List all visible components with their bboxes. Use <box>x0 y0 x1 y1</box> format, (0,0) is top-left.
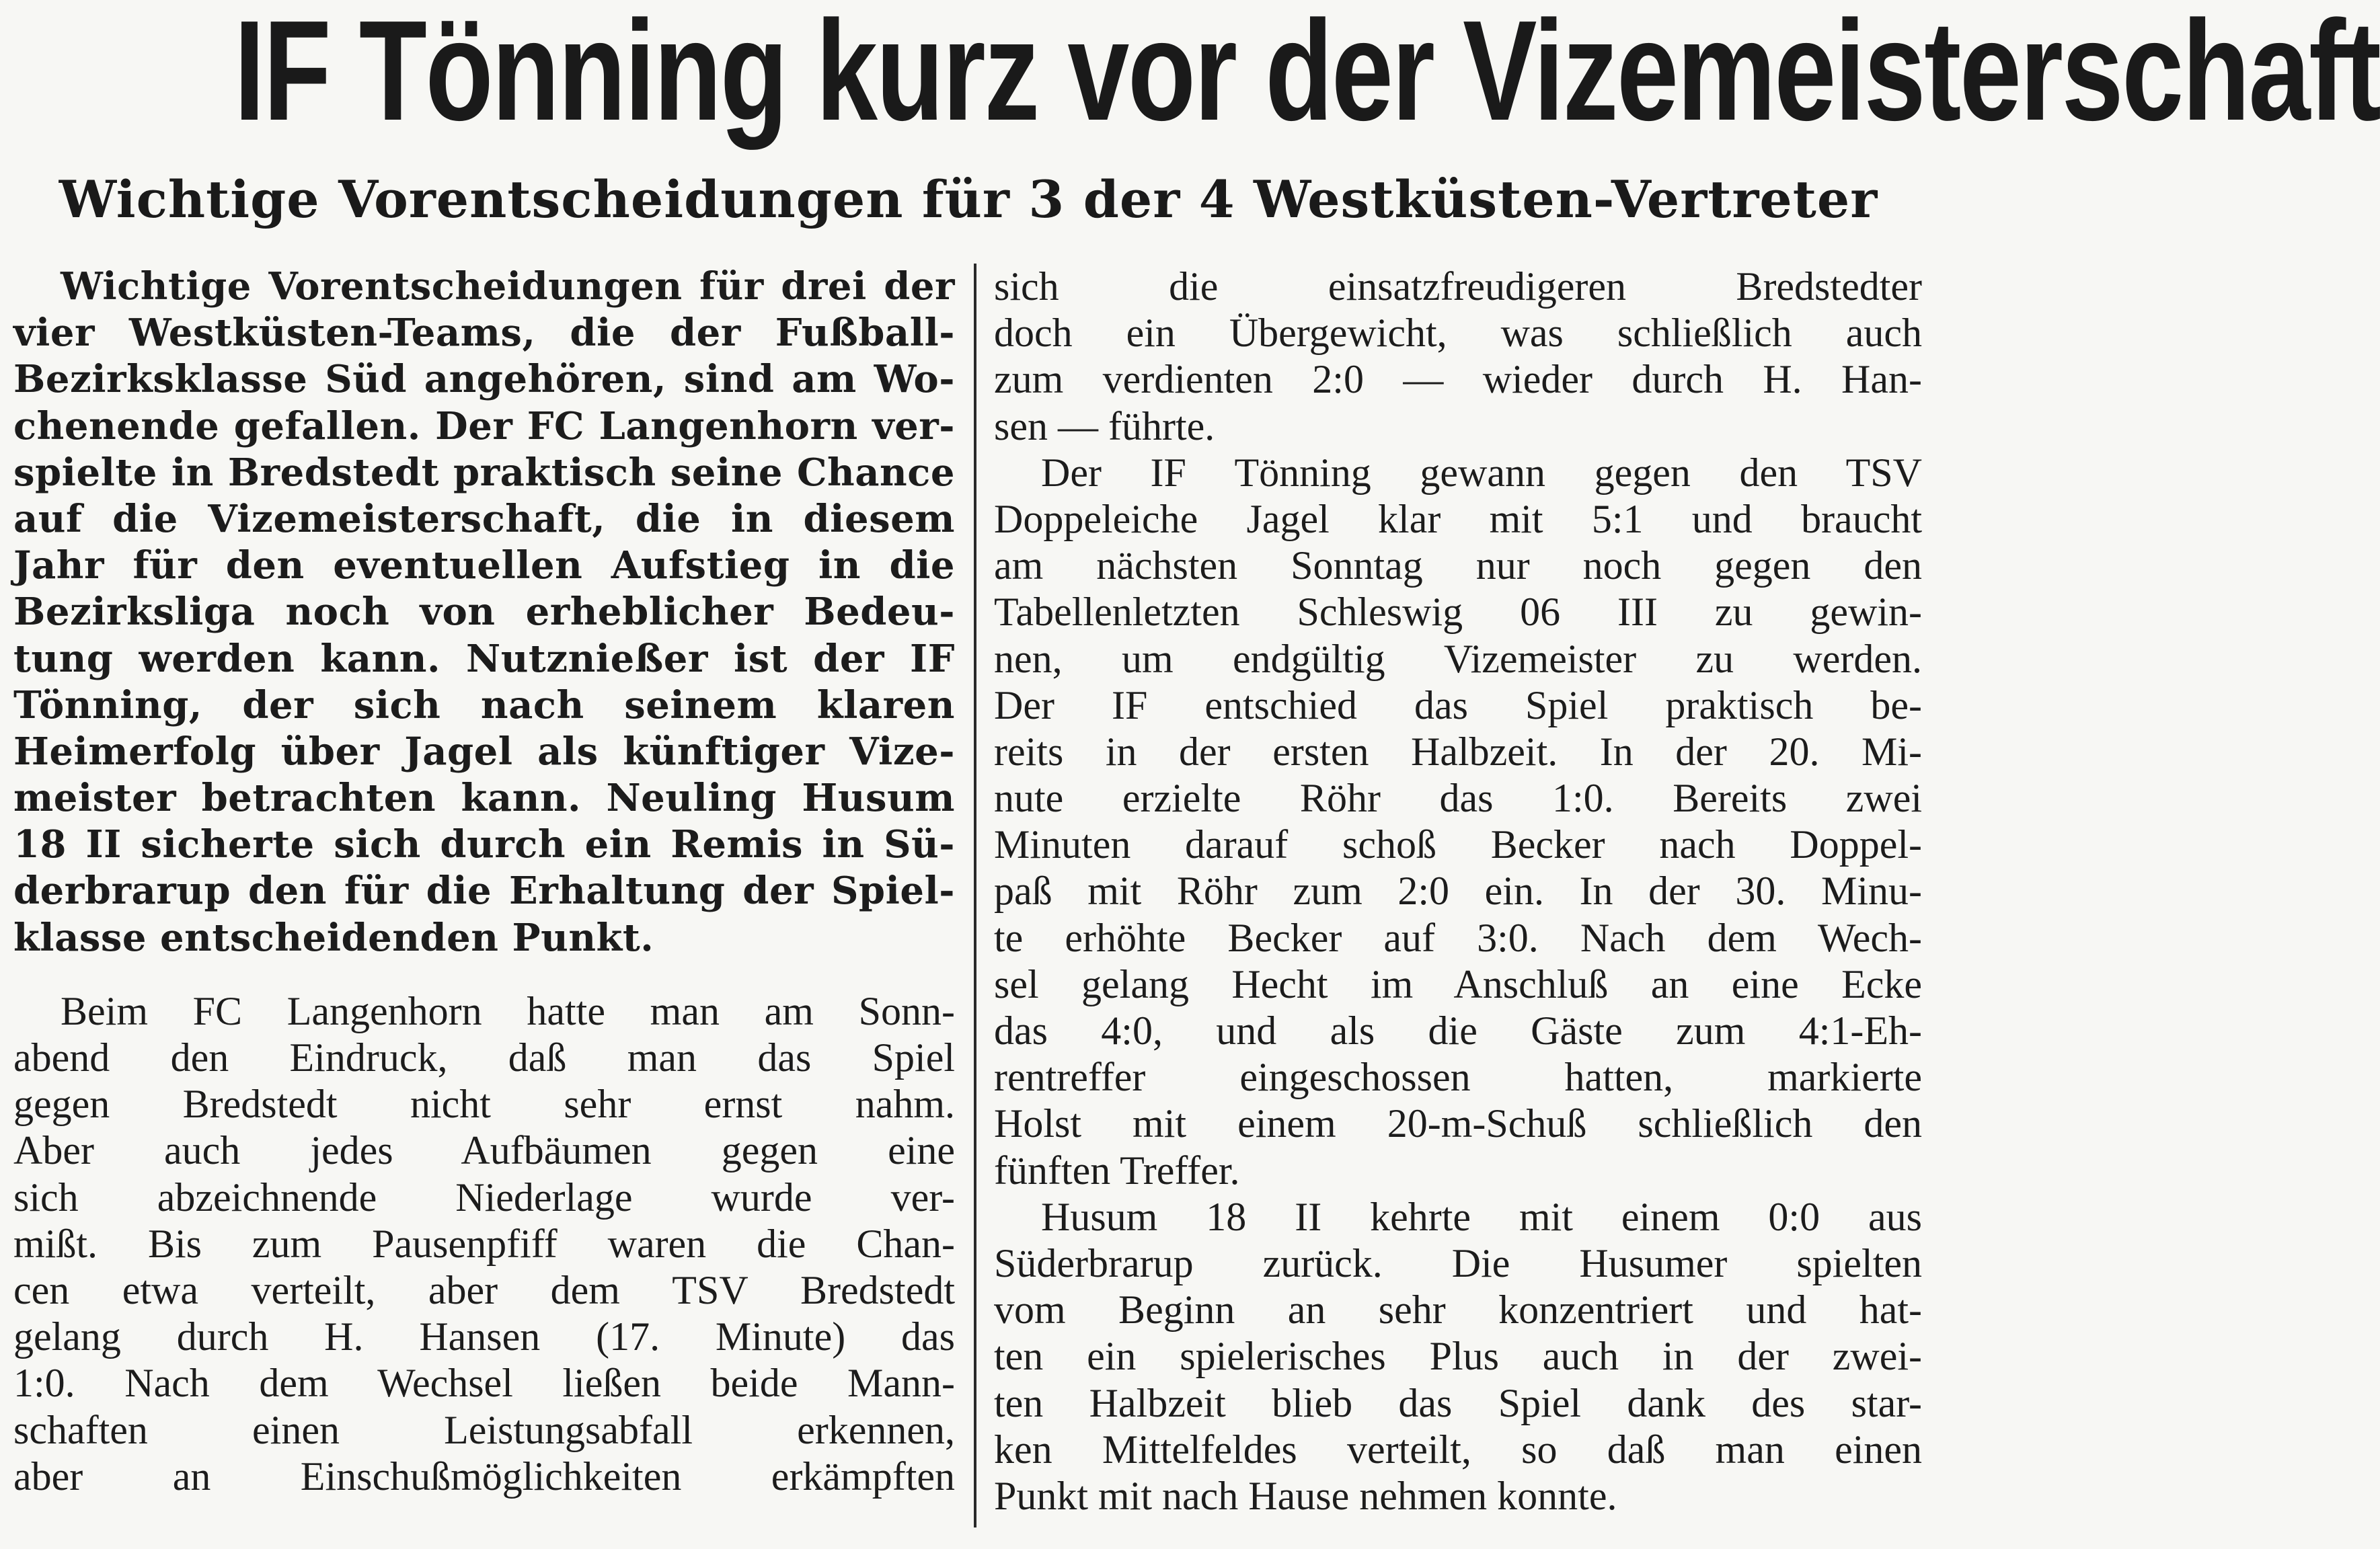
text-line: 18 II sicherte sich durch ein Remis in Sü- <box>13 822 955 867</box>
text-line: Doppeleiche Jagel klar mit 5:1 und braucht <box>994 496 1922 541</box>
text-line: sich die einsatzfreudigeren Bredstedter <box>994 264 1922 309</box>
text-line: das 4:0, und als die Gäste zum 4:1-Eh- <box>994 1008 1922 1053</box>
text-line: Heimerfolg über Jagel als künftiger Vize- <box>13 729 955 774</box>
text-line: gelang durch H. Hansen (17. Minute) das <box>13 1314 955 1359</box>
text-line: derbrarup den für die Erhaltung der Spiel- <box>13 869 955 914</box>
text-line: Wichtige Vorentscheidungen für drei der <box>61 264 955 309</box>
text-line: te erhöhte Becker auf 3:0. Nach dem Wech- <box>994 915 1922 960</box>
text-line: Bezirksliga noch von erheblicher Bedeu- <box>13 590 955 635</box>
paragraph-gap <box>13 961 955 988</box>
text-line: ken Mittelfeldes verteilt, so daß man einen <box>994 1427 1922 1472</box>
text-line: Der IF entschied das Spiel praktisch be- <box>994 682 1922 727</box>
text-line: aber an Einschußmöglichkeiten erkämpften <box>13 1454 955 1499</box>
text-line: sen — führte. <box>994 403 1215 448</box>
text-line: zum verdienten 2:0 — wieder durch H. Han- <box>994 357 1922 402</box>
article-headline: IF Tönning kurz vor der Vizemeisterschaft <box>234 0 2380 150</box>
text-line: rentreffer eingeschossen hatten, markierte <box>994 1055 1922 1100</box>
text-line: Süderbrarup zurück. Die Husumer spielten <box>994 1240 1922 1285</box>
text-line: vier Westküsten-Teams, die der Fußball- <box>13 311 955 356</box>
text-line: ten Halbzeit blieb das Spiel dank des star- <box>994 1380 1922 1425</box>
left-column <box>13 264 955 1541</box>
text-line: 1:0. Nach dem Wechsel ließen beide Mann- <box>13 1361 955 1406</box>
text-line: Minuten darauf schoß Becker nach Doppel- <box>994 822 1922 867</box>
text-line: cen etwa verteilt, aber dem TSV Bredstedt <box>13 1267 955 1312</box>
right-column <box>994 264 1922 1541</box>
body-paragraph <box>994 264 1922 450</box>
text-line: nen, um endgültig Vizemeister zu werden. <box>994 636 1922 681</box>
text-line: meister betrachten kann. Neuling Husum <box>13 776 955 821</box>
text-line: reits in der ersten Halbzeit. In der 20. Mi- <box>994 729 1922 774</box>
text-line: schaften einen Leistungsabfall erkennen, <box>13 1407 955 1452</box>
text-line: chenende gefallen. Der FC Langenhorn ver- <box>13 403 955 448</box>
lead-paragraph <box>13 264 955 961</box>
text-line: Husum 18 II kehrte mit einem 0:0 aus <box>1041 1194 1922 1239</box>
text-line: Punkt mit nach Hause nehmen konnte. <box>994 1473 1617 1518</box>
text-line: Beim FC Langenhorn hatte man am Sonn- <box>61 988 955 1033</box>
text-line: sel gelang Hecht im Anschluß an eine Ecke <box>994 961 1922 1006</box>
text-line: Tönning, der sich nach seinem klaren <box>13 682 955 727</box>
text-line: ten ein spielerisches Plus auch in der zwei- <box>994 1334 1922 1379</box>
text-line: auf die Vizemeisterschaft, die in diesem <box>13 496 955 541</box>
text-line: mißt. Bis zum Pausenpfiff waren die Chan- <box>13 1221 955 1266</box>
text-line: nute erzielte Röhr das 1:0. Bereits zwei <box>994 776 1922 821</box>
text-line: Holst mit einem 20-m-Schuß schließlich den <box>994 1101 1922 1146</box>
text-line: doch ein Übergewicht, was schließlich auch <box>994 311 1922 356</box>
text-line: vom Beginn an sehr konzentriert und hat- <box>994 1287 1922 1333</box>
text-line: Tabellenletzten Schleswig 06 III zu gewin- <box>994 590 1922 635</box>
body-paragraph <box>994 1194 1922 1519</box>
body-paragraph <box>13 988 955 1500</box>
text-line: spielte in Bredstedt praktisch seine Chance <box>13 450 955 495</box>
body-paragraph <box>994 450 1922 1194</box>
text-line: klasse entscheidenden Punkt. <box>13 915 654 960</box>
text-line: tung werden kann. Nutznießer ist der IF <box>13 636 955 681</box>
text-line: sich abzeichnende Niederlage wurde ver- <box>13 1175 955 1220</box>
column-divider <box>974 264 976 1527</box>
text-line: fünften Treffer. <box>994 1148 1240 1193</box>
text-line: Bezirksklasse Süd angehören, sind am Wo- <box>13 357 955 402</box>
text-line: Der IF Tönning gewann gegen den TSV <box>1041 450 1922 495</box>
text-line: Aber auch jedes Aufbäumen gegen eine <box>13 1128 955 1173</box>
text-line: abend den Eindruck, daß man das Spiel <box>13 1035 955 1080</box>
text-line: Jahr für den eventuellen Aufstieg in die <box>13 543 955 588</box>
text-line: paß mit Röhr zum 2:0 ein. In der 30. Minu- <box>994 869 1922 914</box>
text-line: gegen Bredstedt nicht sehr ernst nahm. <box>13 1082 955 1127</box>
text-line: am nächsten Sonntag nur noch gegen den <box>994 543 1922 588</box>
article-subheadline: Wichtige Vorentscheidungen für 3 der 4 Westküsten-Vertreter <box>59 169 1878 229</box>
